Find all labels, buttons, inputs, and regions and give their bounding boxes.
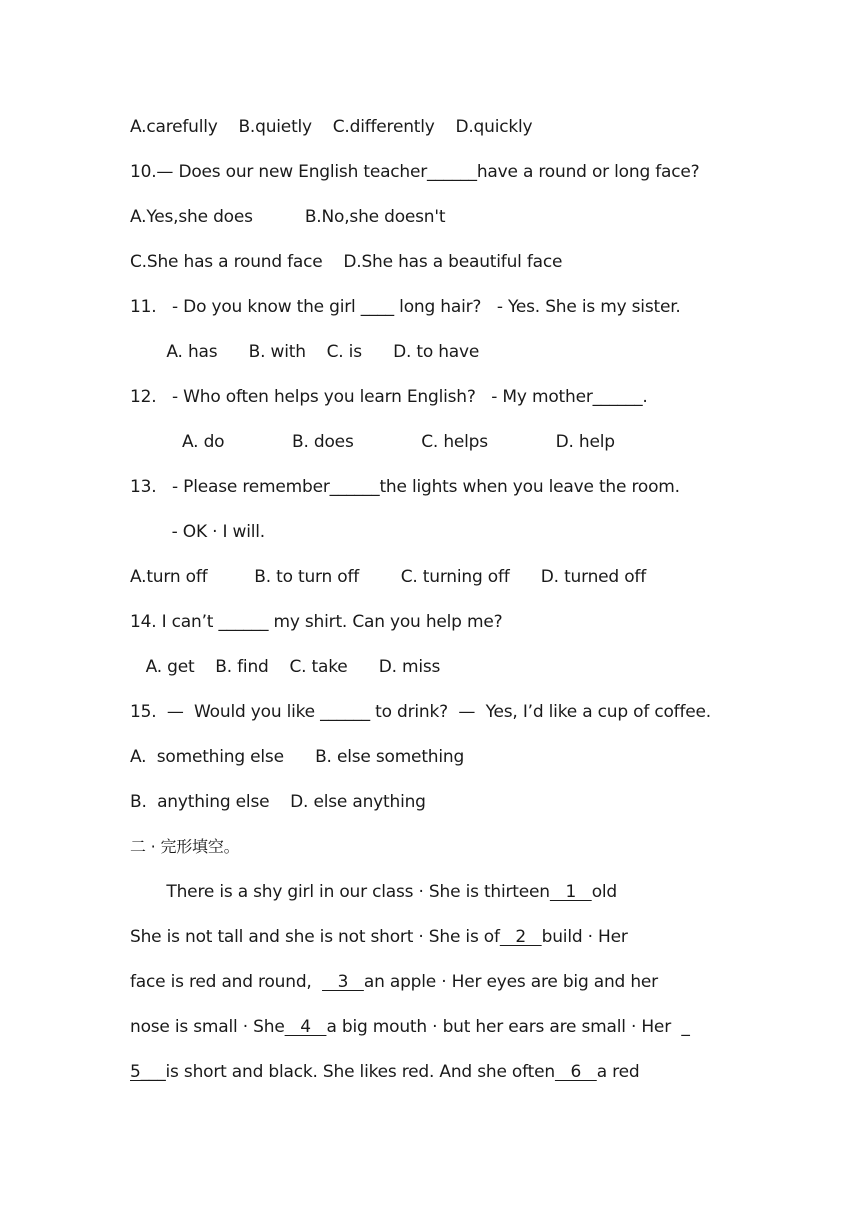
question-11: 11. - Do you know the girl ____ long hair? - Yes. She is my sister. <box>130 297 681 317</box>
cloze-text: nose is small · She <box>130 1017 285 1037</box>
blank-1: 1 <box>549 882 592 902</box>
cloze-line-1 <box>130 881 617 903</box>
option-line-q9: A.carefully B.quietly C.differently D.quickly <box>130 117 533 137</box>
option-line-q11: A. has B. with C. is D. to have <box>130 342 480 362</box>
cloze-line-3 <box>130 971 658 993</box>
cloze-text: is short and black. She likes red. And she often <box>165 1062 555 1082</box>
cloze-text: an apple · Her eyes are big and her <box>363 972 658 992</box>
option-line-q10-a: A.Yes,she does B.No,she doesn't <box>130 207 446 227</box>
blank-2: 2 <box>499 927 542 947</box>
cloze-text: build · Her <box>541 927 628 947</box>
cloze-line-2 <box>130 926 628 948</box>
question-12: 12. - Who often helps you learn English? - My mother______. <box>130 387 648 407</box>
question-10: 10.— Does our new English teacher______have a round or long face? <box>130 162 700 182</box>
blank-5: 5 <box>130 1062 141 1082</box>
blank-6: 6 <box>554 1062 597 1082</box>
question-13-reply: - OK · I will. <box>130 522 266 542</box>
option-line-q15-a: A. something else B. else something <box>130 747 465 767</box>
cloze-text: old <box>591 882 618 902</box>
cloze-text: a red <box>596 1062 640 1082</box>
option-line-q12: A. do B. does C. helps D. help <box>130 432 615 452</box>
cloze-text: There is a shy girl in our class · She is thirteen <box>130 882 550 902</box>
option-line-q13: A.turn off B. to turn off C. turning off D. turned off <box>130 567 646 587</box>
cloze-line-4 <box>130 1016 690 1038</box>
cloze-text: a big mouth · but her ears are small · Her <box>326 1017 682 1037</box>
cloze-text: She is not tall and she is not short · She is of <box>130 927 500 947</box>
section-heading-cloze: 二 · 完形填空。 <box>130 837 240 856</box>
option-line-q10-b: C.She has a round face D.She has a beautiful face <box>130 252 563 272</box>
cloze-line-5 <box>130 1061 639 1083</box>
cloze-text: face is red and round, <box>130 972 323 992</box>
option-line-q14: A. get B. find C. take D. miss <box>130 657 441 677</box>
question-15: 15. — Would you like ______ to drink? — Yes, I’d like a cup of coffee. <box>130 702 711 722</box>
option-line-q15-b: B. anything else D. else anything <box>130 792 426 812</box>
question-13: 13. - Please remember______the lights when you leave the room. <box>130 477 680 497</box>
question-14: 14. I can’t ______ my shirt. Can you help me? <box>130 612 503 632</box>
blank-4: 4 <box>284 1017 327 1037</box>
blank-3: 3 <box>322 972 364 992</box>
blank-5-tail: ___ <box>140 1062 166 1082</box>
blank-5-start: _ <box>681 1017 690 1037</box>
